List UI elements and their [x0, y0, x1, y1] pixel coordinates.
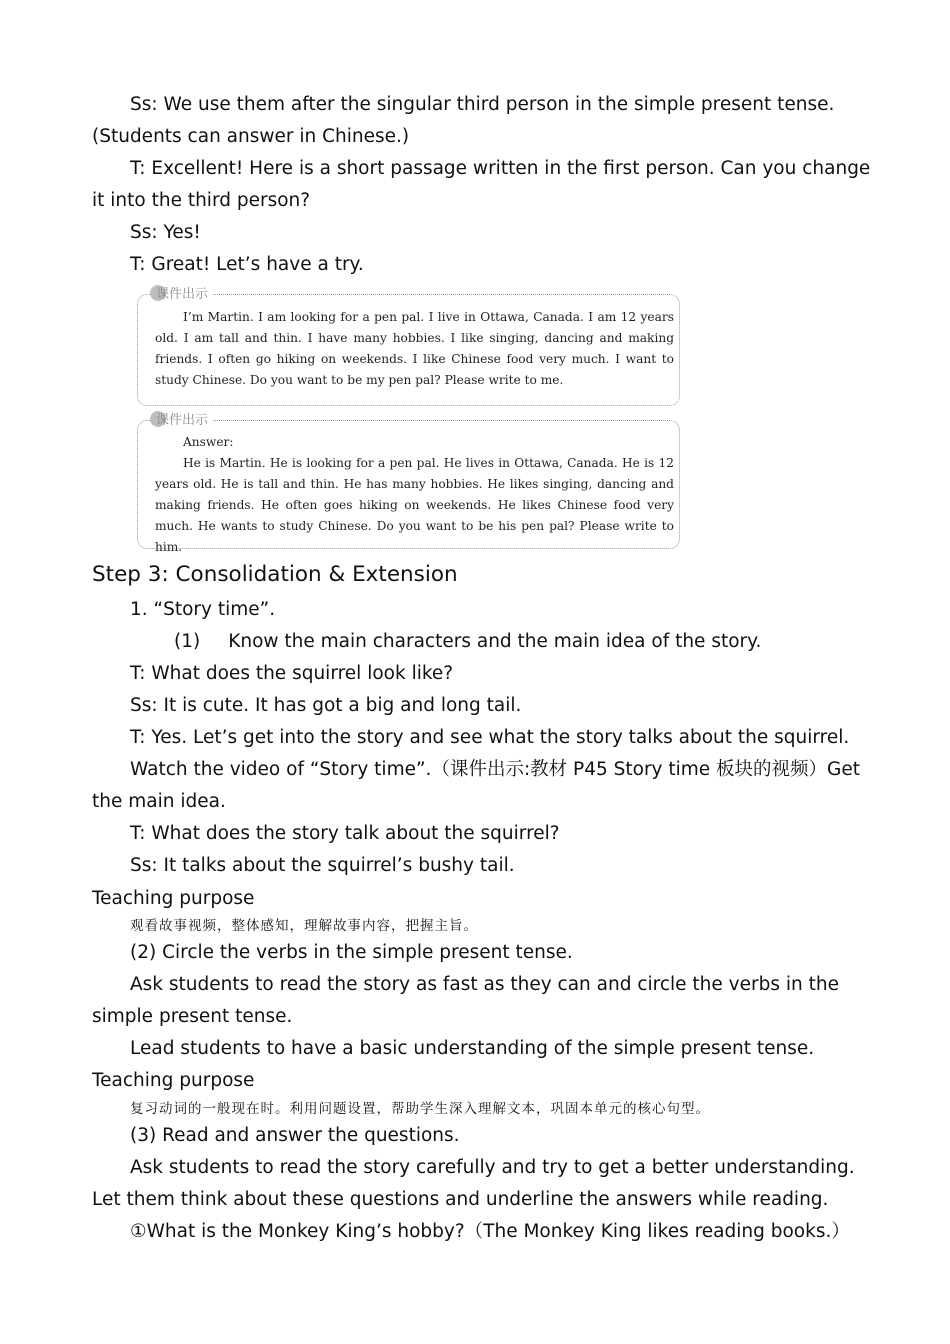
teaching-purpose-label: Teaching purpose: [92, 888, 255, 909]
item-title: 1. “Story time”.: [130, 599, 276, 620]
item-title: (2) Circle the verbs in the simple present tense.: [130, 942, 573, 963]
dialogue-line: (Students can answer in Chinese.): [92, 126, 410, 147]
dialogue-line: T: What does the squirrel look like?: [130, 663, 454, 684]
passage-text: I’m Martin. I am looking for a pen pal. I live in Ottawa, Canada. I am 12 years old. I am tall and thin. I have many hobbies. I like singing, dancing and making friends. I often go hiking on weekends. I like Chinese food very much. I want to study Chinese. Do you want to be my pen pal? Please write to me.: [155, 310, 674, 387]
answer-text: Answer: He is Martin. He is looking for a pen pal. He lives in Ottawa, Canada. He is 12 years old. He is tall and thin. He has many hobbies. He likes singing, dancing and making friends. He often goes hiking on weekends. He likes Chinese food very much. He wants to study Chinese. Do you want to be his pen pal? Please write to him.: [155, 432, 674, 558]
dialogue-line: Ss: It talks about the squirrel’s bushy tail.: [130, 855, 515, 876]
dialogue-line: T: Excellent! Here is a short passage written in the first person. Can you change: [130, 158, 871, 179]
instruction-line: Let them think about these questions and underline the answers while reading.: [92, 1189, 829, 1210]
courseware-tag: 课件出示: [150, 285, 212, 304]
courseware-box-answer: [137, 413, 680, 554]
instruction-line: the main idea.: [92, 791, 226, 812]
instruction-line: Watch the video of “Story time”.（课件出示:教材 P45 Story time 板块的视频）Get: [130, 759, 861, 780]
dialogue-line: T: What does the story talk about the squirrel?: [130, 823, 560, 844]
courseware-box-passage: [137, 287, 680, 406]
instruction-line: Ask students to read the story carefully and try to get a better understanding.: [130, 1157, 855, 1178]
courseware-tag: 课件出示: [150, 411, 212, 430]
teaching-purpose-label: Teaching purpose: [92, 1070, 255, 1091]
instruction-line: Ask students to read the story as fast as they can and circle the verbs in the: [130, 974, 839, 995]
dialogue-line: it into the third person?: [92, 190, 311, 211]
sub-item: (1) Know the main characters and the main idea of the story.: [174, 631, 762, 652]
item-title: (3) Read and answer the questions.: [130, 1125, 460, 1146]
teaching-purpose-text: 复习动词的一般现在时。利用问题设置，帮助学生深入理解文本，巩固本单元的核心句型。: [130, 1101, 710, 1117]
instruction-line: simple present tense.: [92, 1006, 293, 1027]
question-line: ①What is the Monkey King’s hobby?（The Monkey King likes reading books.）: [130, 1221, 850, 1242]
dialogue-line: Ss: It is cute. It has got a big and long tail.: [130, 695, 522, 716]
step-heading: Step 3: Consolidation & Extension: [92, 562, 458, 587]
answer-label: Answer:: [183, 435, 234, 449]
dialogue-line: Ss: Yes!: [130, 222, 201, 243]
dialogue-line: T: Yes. Let’s get into the story and see what the story talks about the squirrel.: [130, 727, 850, 748]
teaching-purpose-text: 观看故事视频，整体感知，理解故事内容，把握主旨。: [130, 918, 478, 934]
instruction-line: Lead students to have a basic understanding of the simple present tense.: [130, 1038, 815, 1059]
dialogue-line: T: Great! Let’s have a try.: [130, 254, 364, 275]
dialogue-line: Ss: We use them after the singular third person in the simple present tense.: [130, 94, 835, 115]
